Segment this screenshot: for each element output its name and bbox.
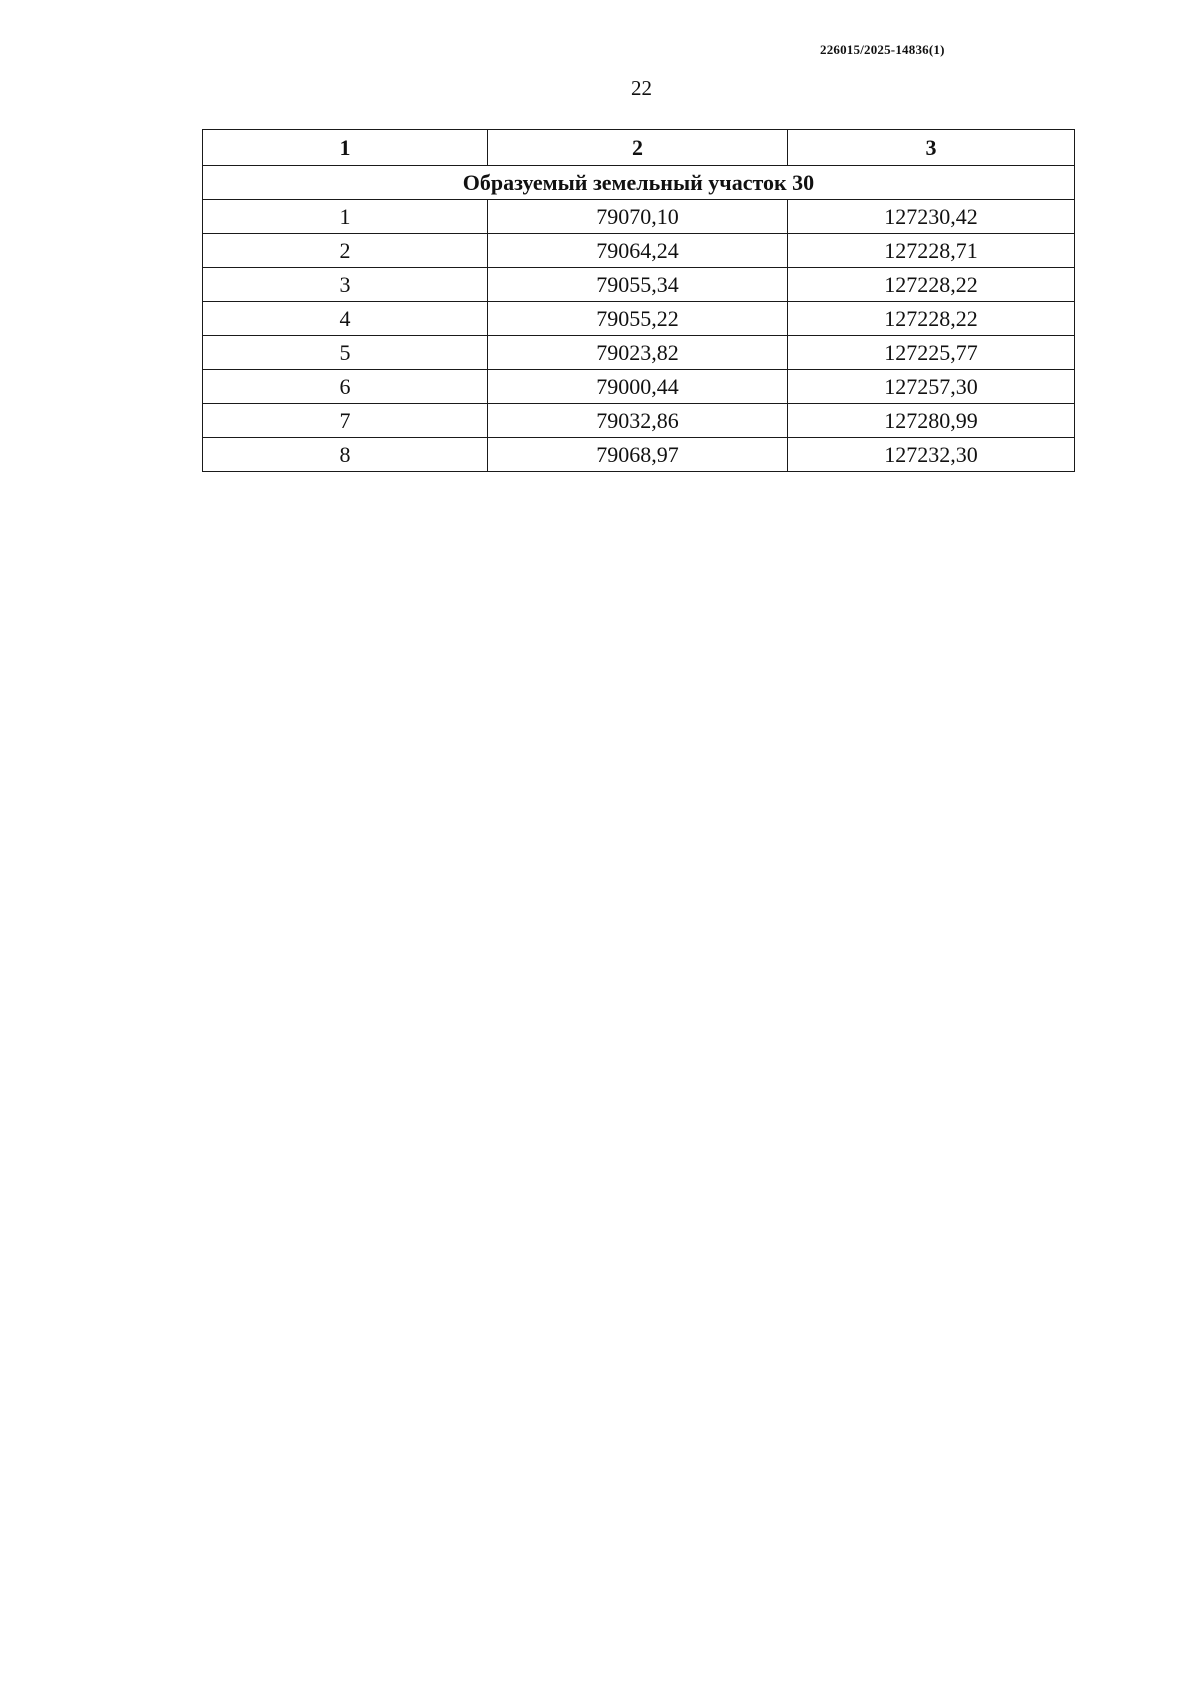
point-number: 1 bbox=[203, 200, 488, 234]
table-row bbox=[203, 336, 1075, 370]
point-number: 6 bbox=[203, 370, 488, 404]
point-number: 8 bbox=[203, 438, 488, 472]
table-header-row bbox=[203, 130, 1075, 166]
y-coordinate: 127230,42 bbox=[788, 200, 1075, 234]
point-number: 7 bbox=[203, 404, 488, 438]
point-number: 2 bbox=[203, 234, 488, 268]
table-row bbox=[203, 234, 1075, 268]
point-number: 3 bbox=[203, 268, 488, 302]
coordinates-table bbox=[202, 129, 1075, 472]
x-coordinate: 79032,86 bbox=[488, 404, 788, 438]
x-coordinate: 79023,82 bbox=[488, 336, 788, 370]
section-title-row bbox=[203, 166, 1075, 200]
point-number: 5 bbox=[203, 336, 488, 370]
x-coordinate: 79055,34 bbox=[488, 268, 788, 302]
section-title: Образуемый земельный участок 30 bbox=[203, 166, 1075, 200]
page-number: 22 bbox=[631, 76, 652, 100]
table-row bbox=[203, 268, 1075, 302]
x-coordinate: 79000,44 bbox=[488, 370, 788, 404]
column-header: 2 bbox=[488, 130, 788, 166]
y-coordinate: 127280,99 bbox=[788, 404, 1075, 438]
point-number: 4 bbox=[203, 302, 488, 336]
table-row bbox=[203, 438, 1075, 472]
x-coordinate: 79068,97 bbox=[488, 438, 788, 472]
x-coordinate: 79064,24 bbox=[488, 234, 788, 268]
table-row bbox=[203, 200, 1075, 234]
y-coordinate: 127225,77 bbox=[788, 336, 1075, 370]
y-coordinate: 127257,30 bbox=[788, 370, 1075, 404]
column-header: 1 bbox=[203, 130, 488, 166]
column-header: 3 bbox=[788, 130, 1075, 166]
document-number: 226015/2025-14836(1) bbox=[820, 42, 945, 57]
x-coordinate: 79055,22 bbox=[488, 302, 788, 336]
y-coordinate: 127232,30 bbox=[788, 438, 1075, 472]
y-coordinate: 127228,71 bbox=[788, 234, 1075, 268]
x-coordinate: 79070,10 bbox=[488, 200, 788, 234]
table-row bbox=[203, 302, 1075, 336]
table-row bbox=[203, 370, 1075, 404]
y-coordinate: 127228,22 bbox=[788, 268, 1075, 302]
table-row bbox=[203, 404, 1075, 438]
y-coordinate: 127228,22 bbox=[788, 302, 1075, 336]
